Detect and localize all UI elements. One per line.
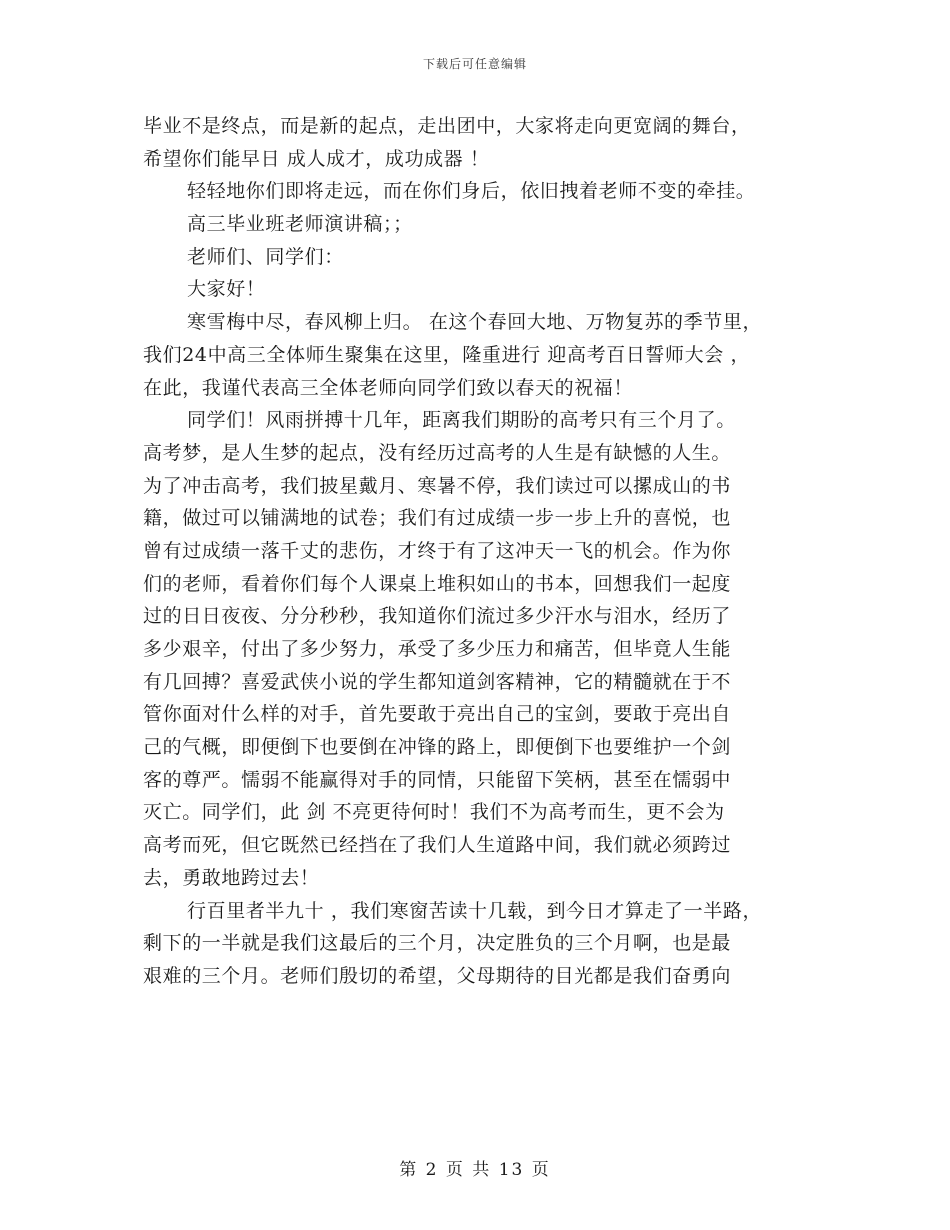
text-line: 毕业不是终点，而是新的起点，走出团中，大家将走向更宽阔的舞台，	[143, 115, 751, 137]
document-body	[143, 110, 833, 993]
text-line: 在此，我谨代表高三全体老师向同学们致以春天的祝福！	[143, 376, 634, 399]
text-line: 大家好！	[187, 278, 266, 301]
text-line: 去，勇敢地跨过去！	[143, 866, 320, 889]
text-line: 过的日日夜夜、分分秒秒，我知道你们流过多少汗水与泪水，经历了	[143, 605, 732, 628]
text-line: 籍，做过可以铺满地的试卷；我们有过成绩一步一步上升的喜悦，也	[143, 507, 732, 530]
text-line: 轻轻地你们即将走远，而在你们身后，依旧拽着老师不变的牵挂。	[187, 180, 756, 203]
text-line: 曾有过成绩一落千丈的悲伤，才终于有了这冲天一飞的机会。作为你	[143, 539, 732, 562]
text-line: 寒雪梅中尽，春风柳上归。 在这个春回大地、万物复苏的季节里，	[187, 311, 763, 334]
text-line: 灭亡。同学们，此 剑 不亮更待何时！我们不为高考而生，更不会为	[143, 801, 725, 824]
text-line: 客的尊严。懦弱不能赢得对手的同情，只能留下笑柄，甚至在懦弱中	[143, 768, 732, 791]
text-line: 己的气概，即便倒下也要倒在冲锋的路上，即便倒下也要维护一个剑	[143, 736, 732, 759]
text-line: 高考而死，但它既然已经挡在了我们人生道路中间，我们就必须跨过	[143, 834, 732, 857]
text-line: 我们24中高三全体师生聚集在这里，隆重进行 迎高考百日誓师大会 ，	[143, 343, 751, 366]
page-number-footer: 第 2 页 共 13 页	[399, 1160, 551, 1180]
text-line: 希望你们能早日 成人成才，成功成器 ！	[143, 147, 490, 170]
text-line: 高三毕业班老师演讲稿；；	[187, 213, 413, 236]
text-line: 们的老师，看着你们每个人课桌上堆积如山的书本，回想我们一起度	[143, 572, 732, 595]
text-line: 管你面对什么样的对手，首先要敢于亮出自己的宝剑，要敢于亮出自	[143, 703, 732, 726]
text-line: 为了冲击高考，我们披星戴月、寒暑不停，我们读过可以摞成山的书	[143, 474, 732, 497]
text-line: 剩下的一半就是我们这最后的三个月，决定胜负的三个月啊，也是最	[143, 932, 732, 955]
text-line: 老师们、同学们：	[187, 245, 344, 268]
text-line: 有几回搏？喜爱武侠小说的学生都知道剑客精神，它的精髓就在于不	[143, 670, 732, 693]
text-line: 同学们！风雨拼搏十几年，距离我们期盼的高考只有三个月了。	[187, 409, 736, 432]
text-line: 行百里者半九十 ，我们寒窗苦读十几载，到今日才算走了一半路，	[187, 899, 763, 922]
text-line: 高考梦，是人生梦的起点，没有经历过高考的人生是有缺憾的人生。	[143, 441, 732, 464]
page-header: 下载后可任意编辑	[422, 57, 527, 71]
text-line: 艰难的三个月。老师们殷切的希望，父母期待的目光都是我们奋勇向	[143, 964, 732, 987]
text-line: 多少艰辛，付出了多少努力，承受了多少压力和痛苦，但毕竟人生能	[143, 638, 732, 660]
